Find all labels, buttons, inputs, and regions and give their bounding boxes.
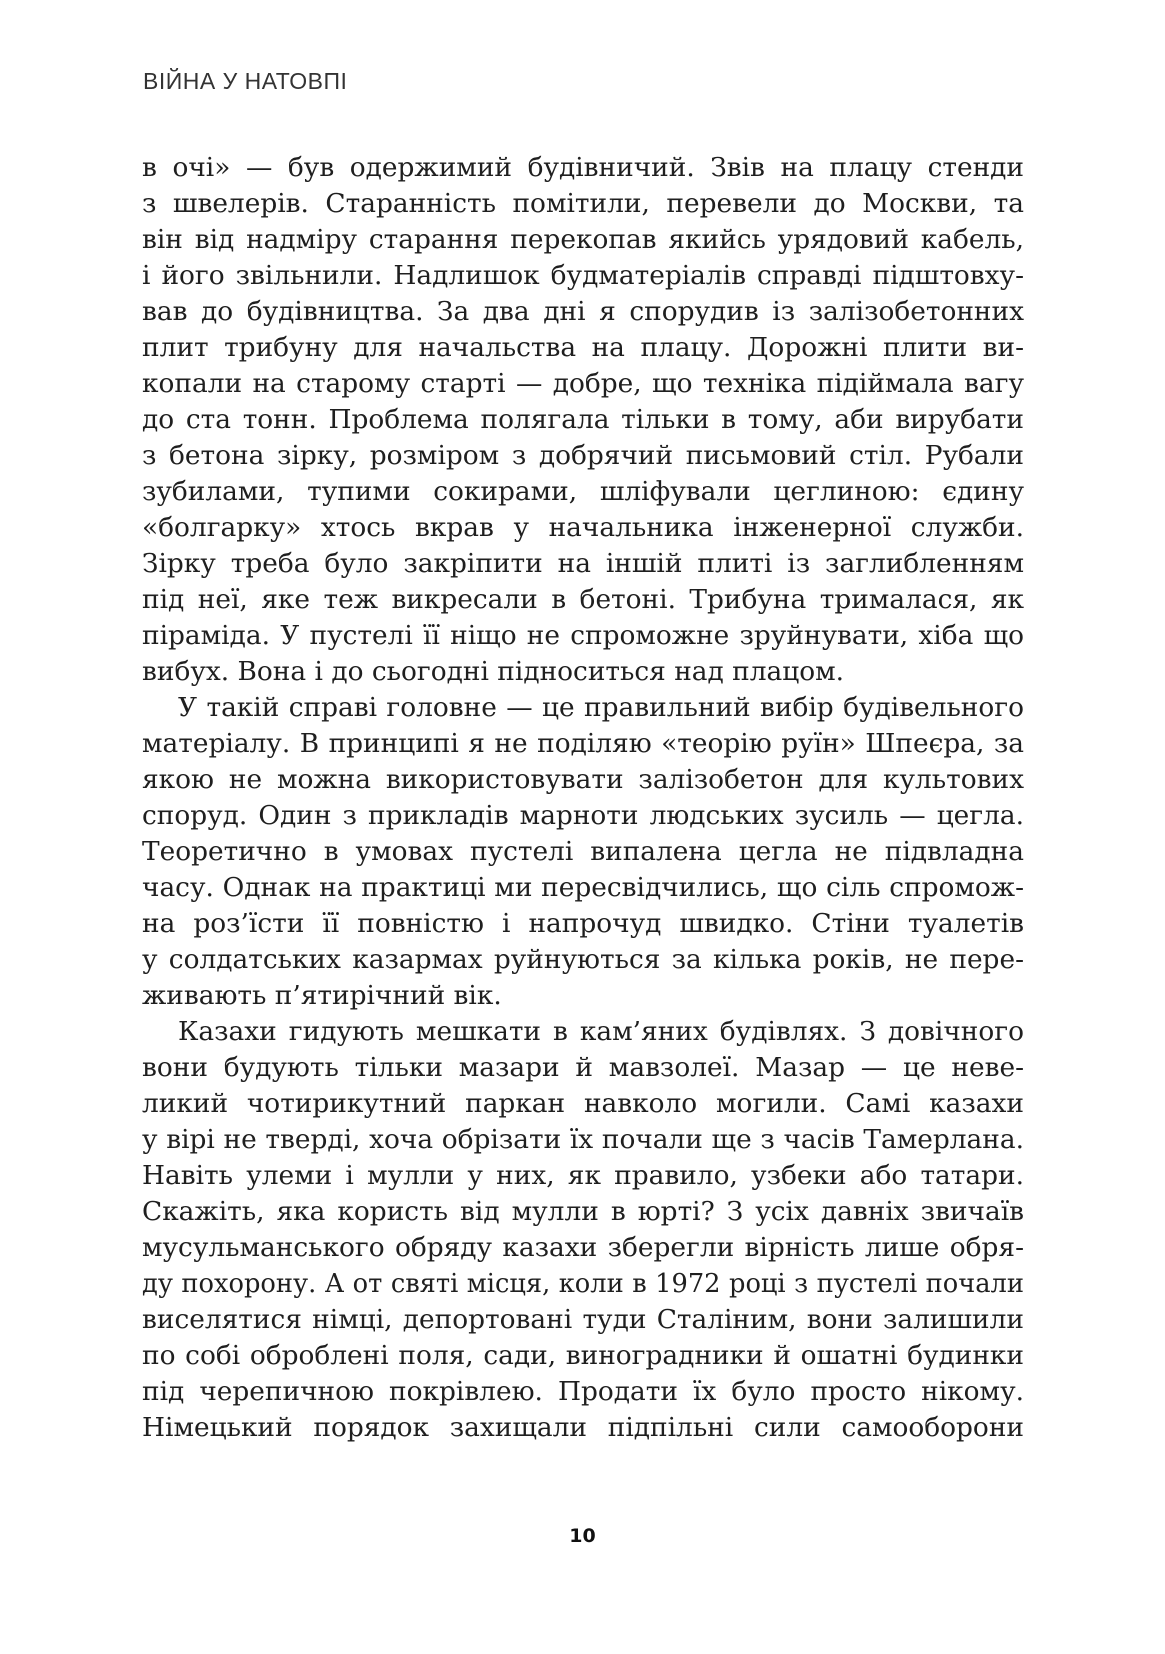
text-line: копали на старому старті — добре, що техніка підіймала вагу [142,368,1024,399]
text-line: виселятися німці, депортовані туди Сталіним, вони залишили [142,1304,1024,1335]
text-line: Німецький порядок захищали підпільні сили самооборони [142,1412,1024,1443]
text-line: під черепичною покрівлею. Продати їх було просто нікому. [142,1376,1024,1407]
text-line: у вірі не тверді, хоча обрізати їх почали ще з часів Тамерлана. [142,1124,1024,1155]
text-line: Зірку треба було закріпити на іншій плиті із заглибленням [142,548,1024,579]
text-line: піраміда. У пустелі її ніщо не спроможне зруйнувати, хіба що [142,620,1024,651]
text-line: «болгарку» хтось вкрав у начальника інженерної служби. [142,512,1024,543]
text-line: часу. Однак на практиці ми пересвідчились, що сіль спромож- [142,872,1024,903]
text-line: мусульманського обряду казахи зберегли вірність лише обря- [142,1232,1024,1263]
text-line: якою не можна використовувати залізобетон для культових [142,764,1024,795]
text-line: з бетона зірку, розміром з добрячий письмовий стіл. Рубали [142,440,1024,471]
text-line: матеріалу. В принципі я не поділяю «теорію руїн» Шпеєра, за [142,728,1024,759]
text-line: під неї, яке теж викресали в бетоні. Трибуна трималася, як [142,584,1024,615]
text-line: він від надміру старання перекопав якийсь урядовий кабель, [142,224,1024,255]
text-line: вибух. Вона і до сьогодні підноситься над плацом. [142,656,845,687]
text-line: Теоретично в умовах пустелі випалена цегла не підвладна [142,836,1024,867]
text-line: Навіть улеми і мулли у них, як правило, узбеки або татари. [142,1160,1024,1191]
text-line: на роз’їсти її повністю і напрочуд швидко. Стіни туалетів [142,908,1024,939]
text-line: зубилами, тупими сокирами, шліфували цеглиною: єдину [142,476,1024,507]
text-line: У такій справі головне — це правильний вибір будівельного [178,692,1024,723]
paragraph [142,1014,1024,1446]
text-line: з швелерів. Старанність помітили, перевели до Москви, та [142,188,1024,219]
text-line: ду похорону. А от святі місця, коли в 1972 році з пустелі почали [142,1269,1024,1299]
text-line: вав до будівництва. За два дні я спорудив із залізобетонних [142,296,1024,327]
text-line: живають п’ятирічний вік. [142,980,502,1011]
text-line: Скажіть, яка користь від мулли в юрті? З усіх давніх звичаїв [142,1196,1024,1227]
text-line: у солдатських казармах руйнуються за кілька років, не пере- [142,944,1024,975]
text-line: ликий чотирикутний паркан навколо могили. Самі казахи [142,1088,1024,1119]
text-line: вони будують тільки мазари й мавзолеї. Мазар — це неве- [142,1052,1024,1083]
text-line: по собі оброблені поля, сади, виноградники й ошатні будинки [142,1340,1024,1371]
text-line: Казахи гидують мешкати в кам’яних будівлях. З довічного [178,1016,1024,1047]
body-text [142,150,1024,1446]
paragraph [142,690,1024,1014]
page-number: 10 [569,1525,596,1547]
text-line: і його звільнили. Надлишок будматеріалів справді підштовху- [142,260,1024,291]
running-head: ВІЙНА У НАТОВПІ [143,68,348,94]
text-line: плит трибуну для начальства на плацу. Дорожні плити ви- [142,332,1024,363]
text-line: до ста тонн. Проблема полягала тільки в тому, аби вирубати [142,404,1024,435]
text-line: споруд. Один з прикладів марноти людських зусиль — цегла. [142,800,1024,831]
paragraph [142,150,1024,690]
text-line: в очі» — був одержимий будівничий. Звів на плацу стенди [142,152,1024,183]
